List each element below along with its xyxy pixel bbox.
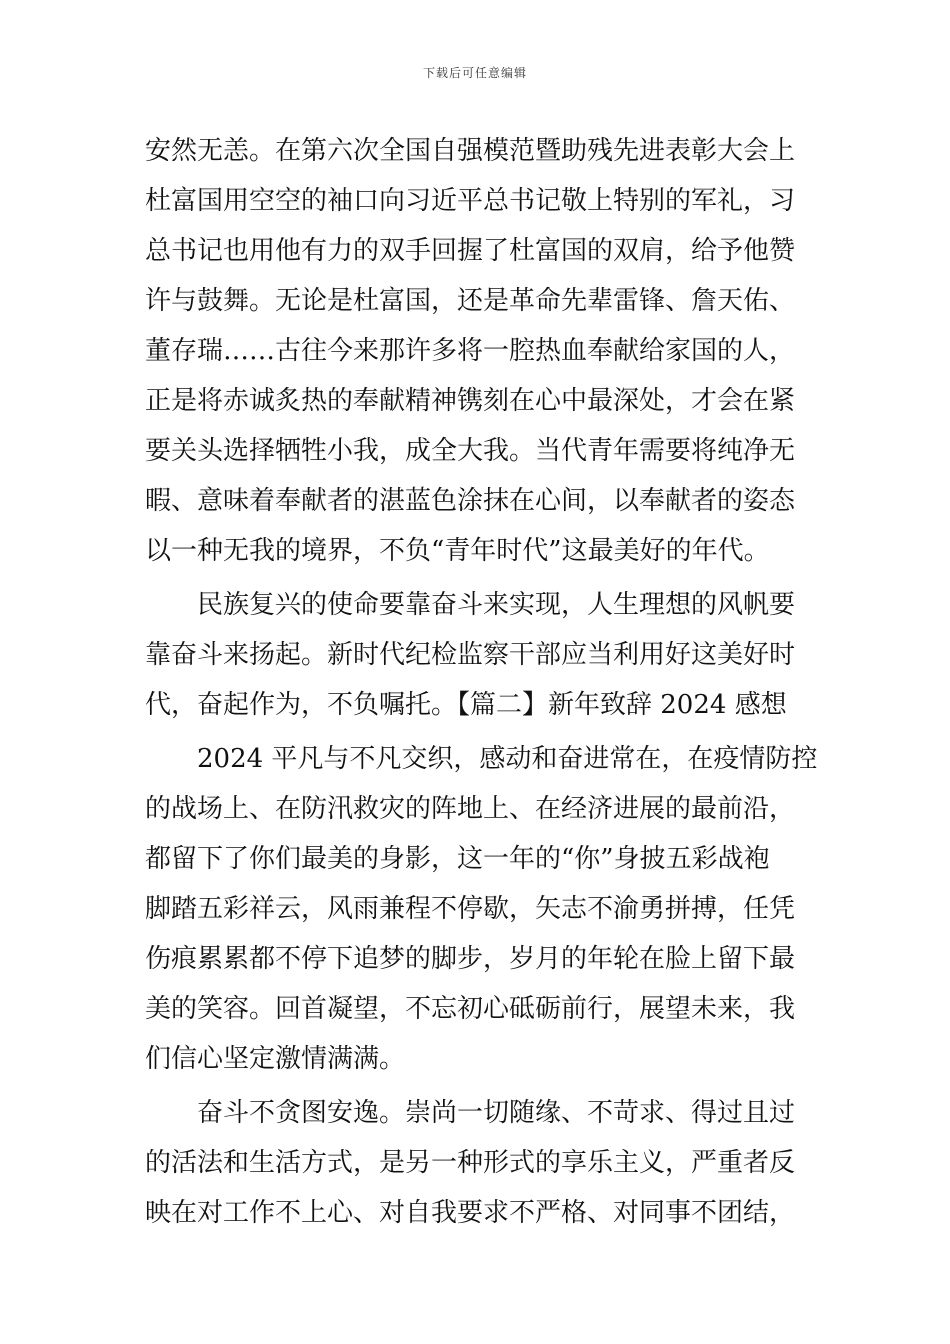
text-line: 脚踏五彩祥云，风雨兼程不停歇，矢志不渝勇拼搏，任凭: [145, 894, 796, 924]
text-line: 映在对工作不上心、对自我要求不严格、对同事不团结，: [145, 1198, 796, 1228]
text-line: 杜富国用空空的袖口向习近平总书记敬上特别的军礼，习: [145, 186, 796, 216]
document-body: [145, 126, 818, 1238]
text-line: 总书记也用他有力的双手回握了杜富国的双肩，给予他赞: [145, 236, 796, 266]
text-line: 许与鼓舞。无论是杜富国，还是革命先辈雷锋、詹天佑、: [145, 286, 796, 316]
text-line: 正是将赤诚炙热的奉献精神镌刻在心中最深处，才会在紧: [145, 386, 796, 416]
text-line: 的活法和生活方式，是另一种形式的享乐主义，严重者反: [145, 1148, 796, 1178]
text-line: 们信心坚定激情满满。: [145, 1044, 406, 1074]
text-line: 要关头选择牺牲小我，成全大我。当代青年需要将纯净无: [145, 436, 796, 466]
text-line: 2024 平凡与不凡交织，感动和奋进常在，在疫情防控: [145, 744, 818, 774]
text-line: 伤痕累累都不停下追梦的脚步，岁月的年轮在脸上留下最: [145, 944, 796, 974]
text-line: 美的笑容。回首凝望，不忘初心砥砺前行，展望未来，我: [145, 994, 796, 1024]
text-line: 靠奋斗来扬起。新时代纪检监察干部应当利用好这美好时: [145, 640, 796, 670]
text-line: 以一种无我的境界，不负“青年时代”这最美好的年代。: [145, 536, 770, 566]
text-line: 代，奋起作为，不负嘱托。【篇二】新年致辞 2024 感想: [145, 690, 787, 720]
page-header: 下载后可任意编辑: [422, 66, 527, 80]
text-line: 安然无恙。在第六次全国自强模范暨助残先进表彰大会上: [145, 136, 796, 166]
text-line: 民族复兴的使命要靠奋斗来实现，人生理想的风帆要: [145, 590, 796, 620]
text-line: 都留下了你们最美的身影，这一年的“你”身披五彩战袍: [145, 844, 770, 874]
text-line: 董存瑞……古往今来那许多将一腔热血奉献给家国的人，: [145, 336, 796, 366]
text-line: 奋斗不贪图安逸。崇尚一切随缘、不苛求、得过且过: [145, 1098, 796, 1128]
text-line: 暇、意味着奉献者的湛蓝色涂抹在心间，以奉献者的姿态: [145, 486, 796, 516]
text-line: 的战场上、在防汛救灾的阵地上、在经济进展的最前沿，: [145, 794, 796, 824]
